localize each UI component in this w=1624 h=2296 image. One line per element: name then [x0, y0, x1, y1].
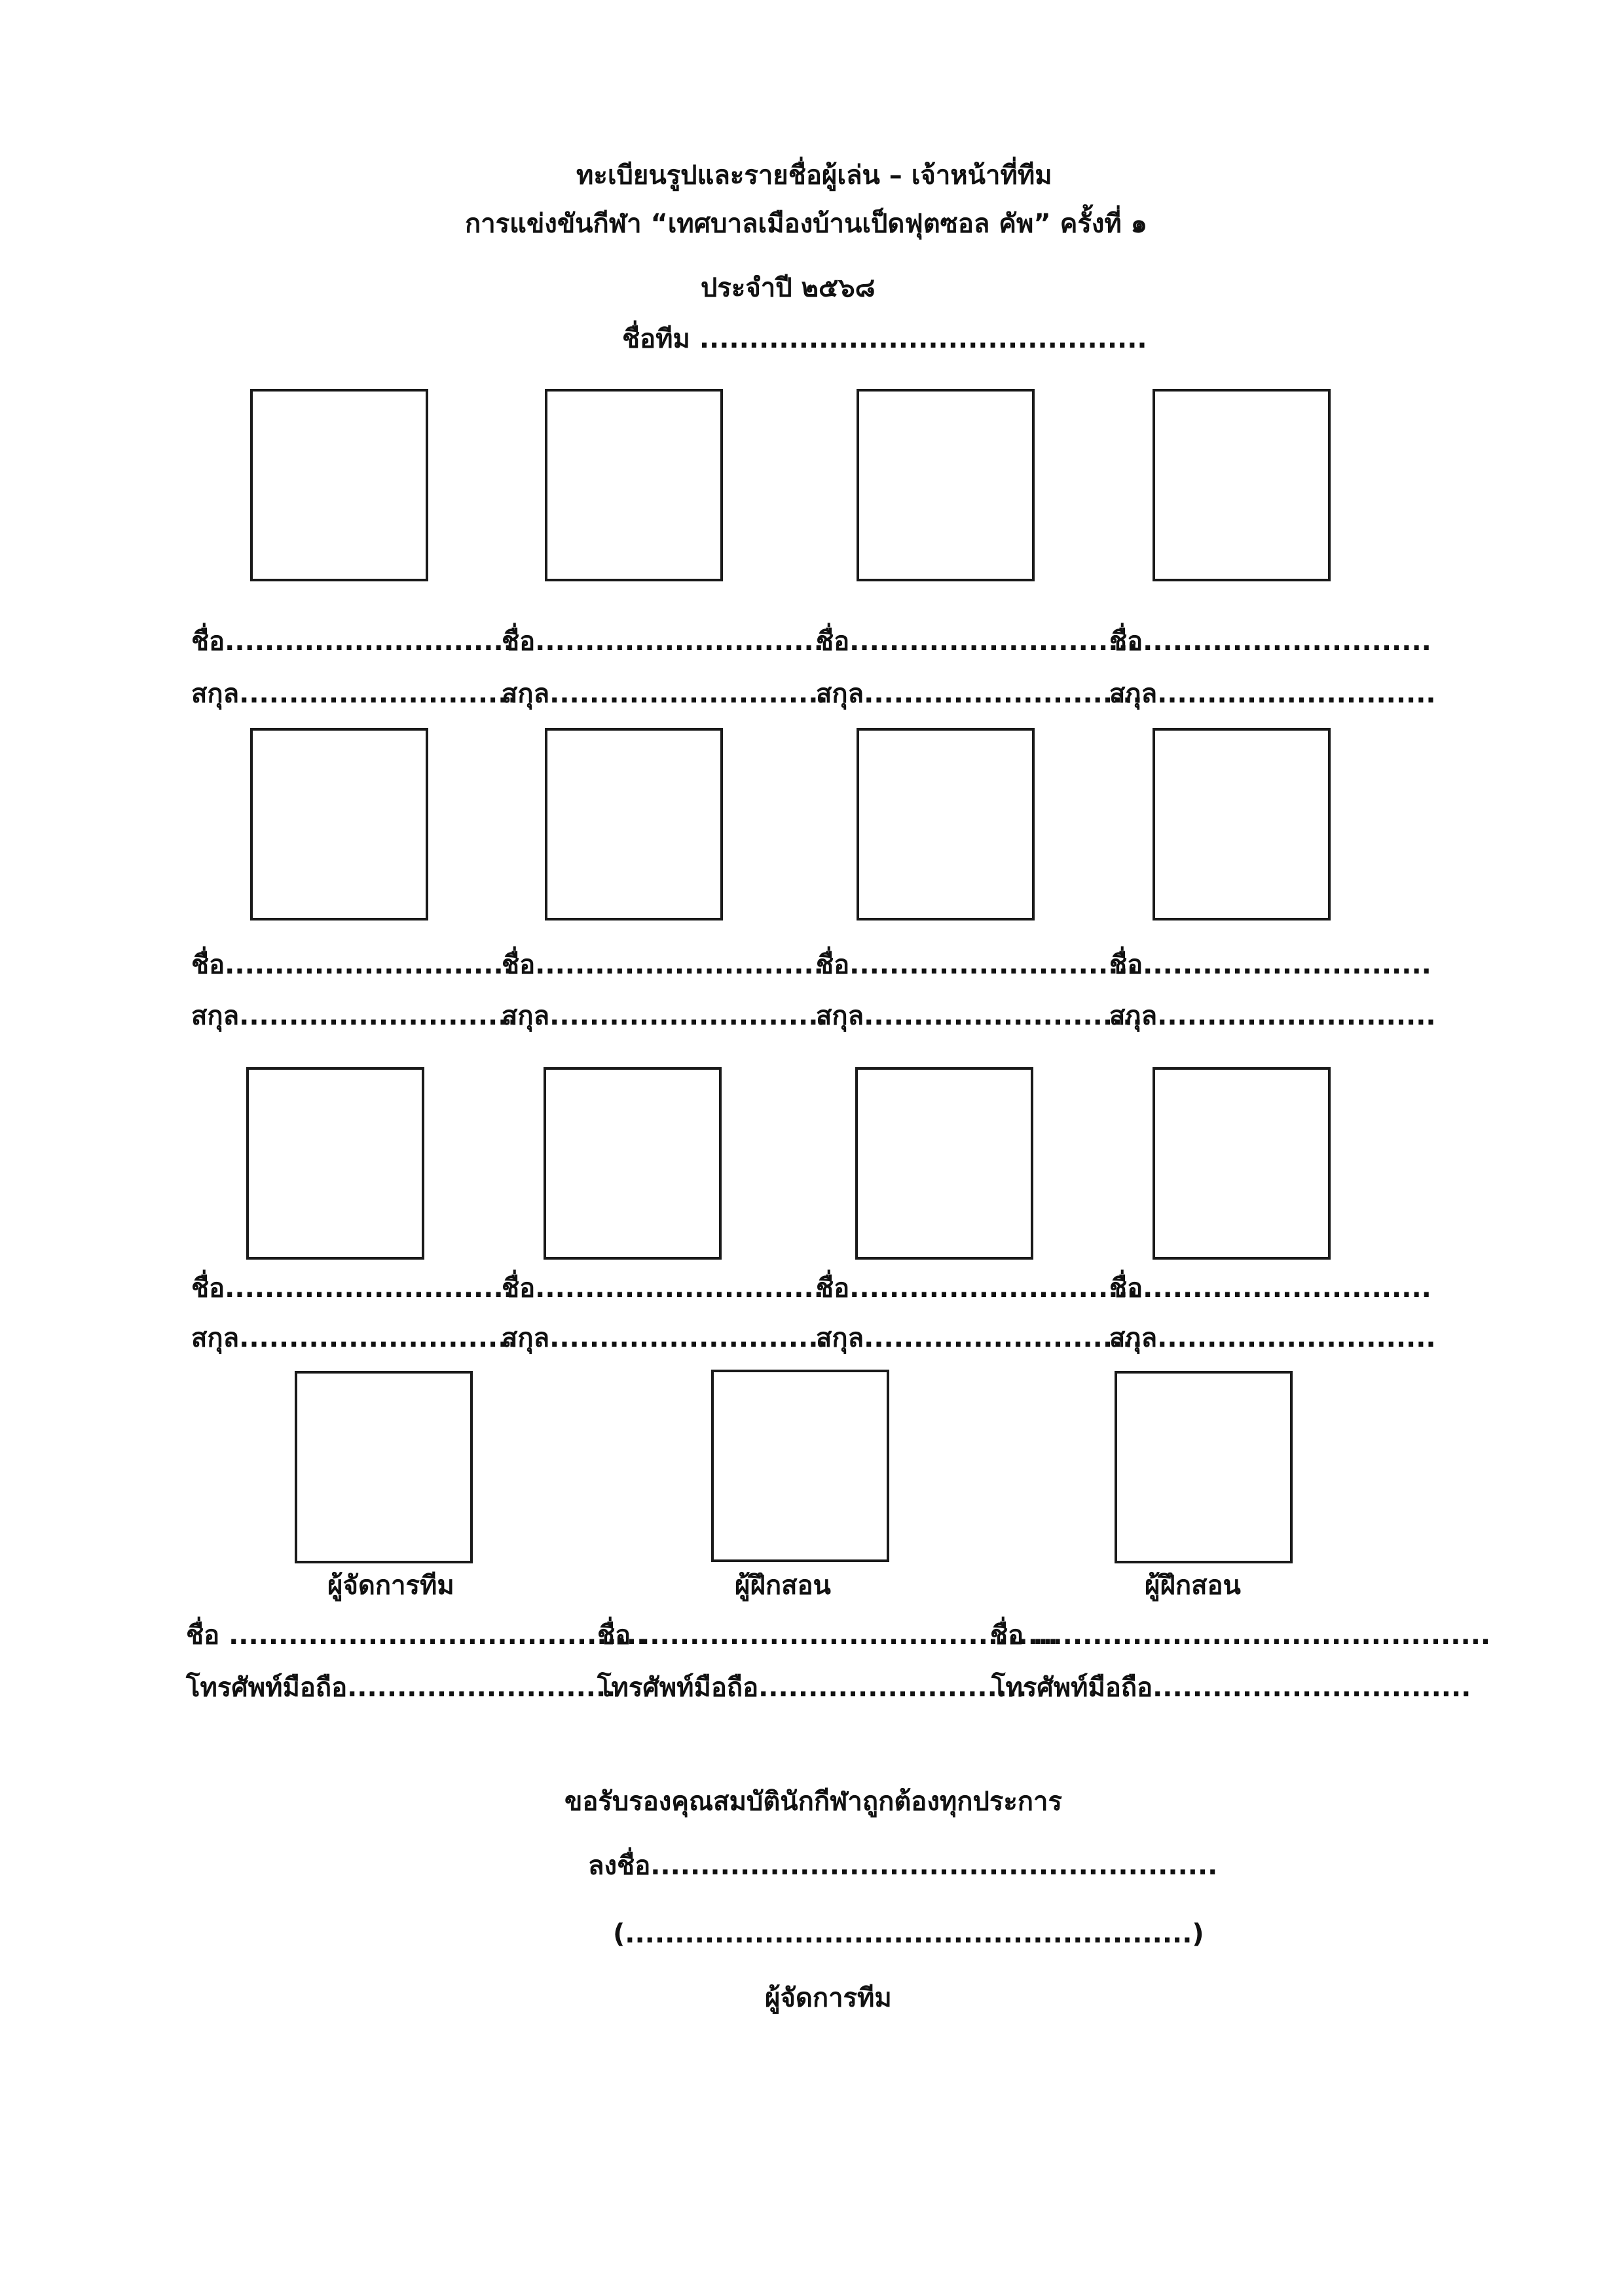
player-surname-field[interactable]: สกุล............................ [816, 1323, 1143, 1353]
coach-role-label: ผู้ฝึกสอน [735, 1571, 831, 1601]
player-surname-field[interactable]: สกุล............................ [502, 1323, 828, 1353]
player-name-field[interactable]: ชื่อ............................. [1109, 950, 1431, 980]
certification-statement: ขอรับรองคุณสมบัตินักกีฬาถูกต้องทุกประการ [564, 1787, 1062, 1817]
player-name-field[interactable]: ชื่อ............................. [191, 950, 513, 980]
player-photo-box[interactable] [545, 728, 723, 920]
form-year: ประจำปี ๒๕๖๘ [701, 273, 876, 303]
player-surname-field[interactable]: สกุล............................ [1109, 1001, 1436, 1031]
player-surname-field[interactable]: สกุล............................ [191, 679, 518, 709]
player-name-field[interactable]: ชื่อ............................. [502, 1273, 824, 1303]
manager-phone-field[interactable]: โทรศัพท์มือถือ........................... [186, 1673, 616, 1703]
coach-phone-field[interactable]: โทรศัพท์มือถือ................................ [991, 1673, 1471, 1703]
player-name-field[interactable]: ชื่อ............................. [816, 1273, 1138, 1303]
player-photo-box[interactable] [250, 728, 428, 920]
manager-name-field[interactable]: ชื่อ .......................................... [186, 1620, 647, 1650]
coach-role-label: ผู้ฝึกสอน [1145, 1571, 1241, 1601]
signatory-role: ผู้จัดการทีม [765, 1983, 892, 2013]
player-name-field[interactable]: ชื่อ............................. [502, 627, 824, 657]
player-name-field[interactable]: ชื่อ............................. [1109, 1273, 1431, 1303]
player-photo-box[interactable] [544, 1067, 722, 1260]
player-surname-field[interactable]: สกุล............................ [191, 1323, 518, 1353]
player-name-field[interactable]: ชื่อ............................. [191, 1273, 513, 1303]
team-name-field[interactable]: ชื่อทีม ............................................. [622, 324, 1147, 354]
player-name-field[interactable]: ชื่อ............................. [816, 950, 1138, 980]
player-photo-box[interactable] [857, 728, 1035, 920]
coach-phone-field[interactable]: โทรศัพท์มือถือ........................... [597, 1673, 1027, 1703]
player-photo-box[interactable] [1153, 1067, 1331, 1260]
player-photo-box[interactable] [250, 389, 428, 581]
player-surname-field[interactable]: สกุล............................ [1109, 1323, 1436, 1353]
player-photo-box[interactable] [1153, 389, 1331, 581]
player-name-field[interactable]: ชื่อ............................. [502, 950, 824, 980]
player-photo-box[interactable] [855, 1067, 1033, 1260]
form-subtitle: การแข่งขันกีฬา “เทศบาลเมืองบ้านเป็ดฟุตซอล คัพ” ครั้งที่ ๑ [465, 209, 1148, 239]
player-surname-field[interactable]: สกุล............................ [502, 1001, 828, 1031]
coach-name-field[interactable]: ชื่อ .............................................. [990, 1620, 1491, 1650]
signature-name-field[interactable]: (.........................................................) [613, 1919, 1204, 1949]
manager-role-label: ผู้จัดการทีม [327, 1571, 454, 1601]
player-surname-field[interactable]: สกุล............................ [502, 679, 828, 709]
player-name-field[interactable]: ชื่อ............................. [816, 627, 1138, 657]
coach-photo-box[interactable] [1115, 1371, 1293, 1563]
player-photo-box[interactable] [1153, 728, 1331, 920]
form-title: ทะเบียนรูปและรายชื่อผู้เล่น – เจ้าหน้าที่ทีม [576, 160, 1052, 191]
player-surname-field[interactable]: สกุล............................ [1109, 679, 1436, 709]
player-photo-box[interactable] [545, 389, 723, 581]
coach-name-field[interactable]: ชื่อ .......................................... [597, 1620, 1058, 1650]
player-surname-field[interactable]: สกุล............................ [816, 1001, 1143, 1031]
player-name-field[interactable]: ชื่อ............................. [1109, 627, 1431, 657]
player-photo-box[interactable] [857, 389, 1035, 581]
player-name-field[interactable]: ชื่อ............................. [191, 627, 513, 657]
player-photo-box[interactable] [246, 1067, 424, 1260]
coach-photo-box[interactable] [711, 1370, 889, 1562]
signature-field[interactable]: ลงชื่อ......................................................... [588, 1851, 1218, 1881]
player-surname-field[interactable]: สกุล............................ [191, 1001, 518, 1031]
player-surname-field[interactable]: สกุล............................ [816, 679, 1143, 709]
manager-photo-box[interactable] [295, 1371, 473, 1563]
